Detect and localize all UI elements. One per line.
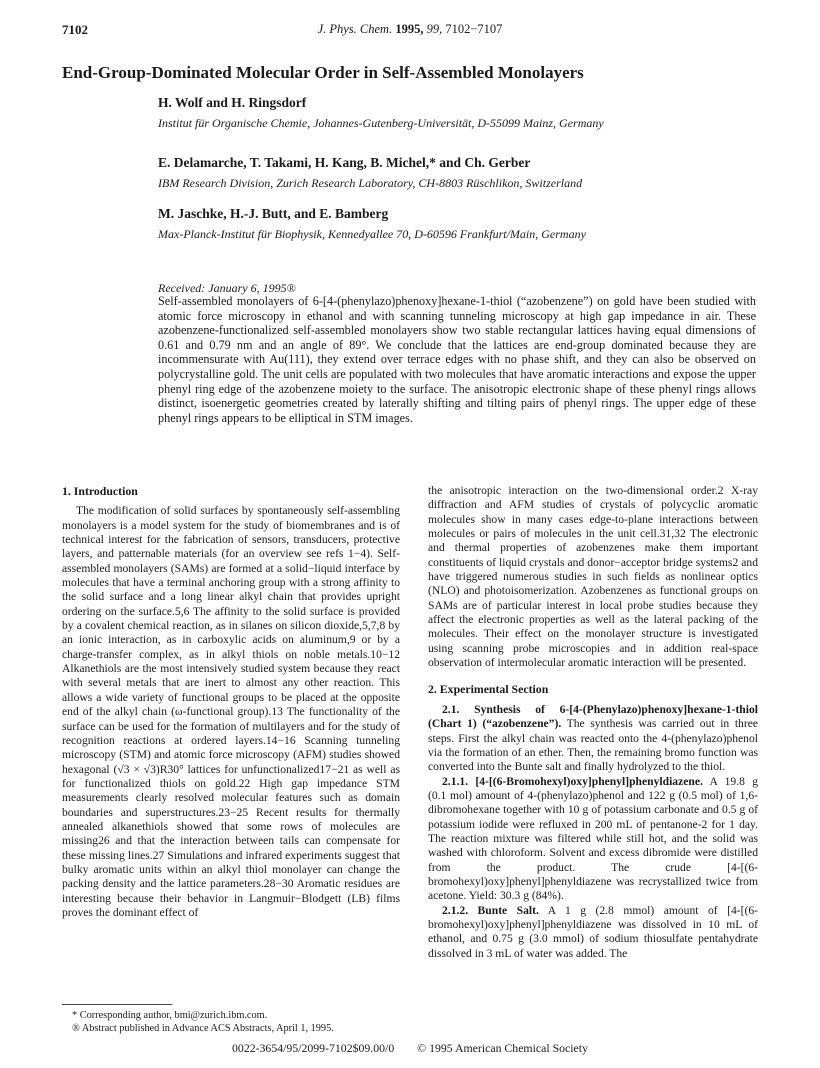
running-header: [0, 22, 820, 37]
footer-code: 0022-3654/95/2099-7102$09.00/0: [232, 1041, 395, 1055]
author-names: H. Wolf and H. Ringsdorf: [158, 95, 307, 110]
journal-pages: 7102−7107: [445, 22, 503, 36]
bunte-salt-paragraph: [428, 904, 758, 961]
author-affiliation: Institut für Organische Chemie, Johannes-Gutenberg-Universität, D-55099 Mainz, Germany: [158, 116, 604, 130]
footer-copyright: © 1995 American Chemical Society: [417, 1041, 588, 1055]
intro-continued: the anisotropic interaction on the two-dimensional order.2 X-ray diffraction and AFM studies of crystals of polycyclic aromatic molecules show in many cases edge-to-plane interactions between molecules or pairs of molecules in the unit cell.31,32 The electronic and thermal properties of azobenzenes make them important constituents of liquid crystals and donor−acceptor bridge systems2 and have triggered numerous studies in such fields as nonlinear optics (NLO) and photoisomerization. Azobenzenes as functional groups on SAMs are of particular interest in local probe studies because they affect the electronic properties as well as the lateral packing of the molecules. Their effect on the monolayer structure is investigated using scanning probe microscopies and in addition real-space observation of intermolecular aromatic interaction will be presented.: [428, 484, 758, 670]
received-date: Received: January 6, 1995®: [158, 281, 296, 295]
footnote-divider: [62, 1004, 172, 1005]
page-footer: [0, 1041, 820, 1056]
author-group-3: [158, 205, 758, 242]
abstract: Self-assembled monolayers of 6-[4-(phenylazo)phenoxy]hexane-1-thiol (“azobenzene”) on gold have been studied with atomic force microscopy in ethanol and with scanning tunneling microscopy at high gap impedance in air. These azobenzene-functionalized self-assembled monolayers show two stable rectangular lattices having equal dimensions of 0.61 and 0.79 nm and an angle of 89°. We conclude that the lattices are end-group dominated because they are incommensurate with Au(111), they extend over terrace edges with no phase shift, and they can also be observed on polycrystalline gold. The unit cells are populated with two molecules that have aromatic interactions and expose the upper phenyl ring edge of the azobenzene moiety to the surface. The anisotropic electronic shape of these phenyl rings allows distinct, isoenergetic geometries created by laterally shifting and tilting pairs of phenyl rings. The upper edge of these phenyl rings appears to be elliptical in STM images.: [158, 294, 756, 425]
journal-year: 1995,: [395, 22, 424, 36]
author-affiliation: IBM Research Division, Zurich Research Laboratory, CH-8803 Rüschlikon, Switzerland: [158, 176, 583, 190]
bromohexyl-paragraph: [428, 775, 758, 904]
author-group-1: [158, 94, 758, 131]
intro-paragraph: The modification of solid surfaces by spontaneously self-assembling monolayers is a model system for the study of biomembranes and is of technical interest for the fabrication of sensors, transducers, protective layers, and patternable materials (for an overview see refs 1−4). Self-assembled monolayers (SAMs) are formed at a solid−liquid interface by molecules that have a terminal anchoring group with a strong affinity to the solid surface and a long linear alkyl chain that provides upright ordering on the surface.5,6 The affinity to the solid surface is provided by a covalent chemical reaction, as in silanes on silicon dioxide,5,7,8 by an ionic interaction, as in carboxylic acids on aluminum,9 or by a charge-transfer complex, as in alkyl thiols on noble metals.10−12 Alkanethiols are the most intensively studied system because they react with several metals that are inert to almost any other reaction. This allows a wide variety of functional groups to be placed at the opposite end of the alkyl chain (ω-functional group).13 The functionality of the surface can be used for the formation of multilayers and for the study of recognition reactions at ordered layers.14−16 Scanning tunneling microscopy (STM) and atomic force microscopy (AFM) studies showed hexagonal (√3 × √3)R30° lattices for unfunctionalized17−21 as well as for functionalized thiols on gold.22 High gap impedance STM measurements clearly resolved molecular features such as domain boundaries and superstructures.23−25 Recent results for thermally annealed alkanethiols showed that some rows of molecules are missing26 and that the interaction between tails can compensate for these missing lines.27 Simulations and infrared experiments suggest that bulky aromatic units within an alkyl thiol monolayer can change the packing density and the lattice parameters.28−30 Aromatic residues are interesting because their behavior in Langmuir−Blodgett (LB) films proves the dominant effect of: [62, 504, 400, 919]
section-heading: 2. Experimental Section: [428, 682, 549, 697]
journal-abbrev: J. Phys. Chem.: [317, 22, 393, 36]
author-affiliation: Max-Planck-Institut für Biophysik, Kennedyallee 70, D-60596 Frankfurt/Main, Germany: [158, 227, 586, 241]
footnotes: [62, 1009, 402, 1035]
author-group-2: [158, 154, 758, 191]
right-column: [428, 484, 758, 961]
subsection-heading: 2.1. Synthesis of 6-[4-(Phenylazo)phenoxy]hexane-1-thiol (Chart 1) (“azobenzene”).: [428, 702, 758, 731]
footnote-corresponding: * Corresponding author, bmi@zurich.ibm.com.: [72, 1010, 268, 1021]
left-column: [62, 484, 400, 920]
paper-title: End-Group-Dominated Molecular Order in Self-Assembled Monolayers: [62, 63, 584, 82]
synthesis-paragraph: [428, 703, 758, 775]
section-heading: 1. Introduction: [62, 484, 138, 498]
footnote-abstract: ® Abstract published in Advance ACS Abstracts, April 1, 1995.: [72, 1023, 334, 1034]
page-number: 7102: [62, 22, 88, 37]
author-names: E. Delamarche, T. Takami, H. Kang, B. Michel,* and Ch. Gerber: [158, 155, 531, 170]
journal-volume: 99,: [426, 22, 443, 36]
subsection-heading: 2.1.2. Bunte Salt.: [442, 903, 539, 917]
author-names: M. Jaschke, H.-J. Butt, and E. Bamberg: [158, 206, 389, 221]
paragraph-text: The synthesis was carried out in three steps. First the alkyl chain was reacted onto the 4-(phenylazo)phenol via the formation of an ether. Then, the remaining bromo function was converted into the Bunte salt and finally hydrolyzed to the thiol.: [428, 717, 758, 774]
paragraph-text: A 1 g (2.8 mmol) amount of [4-[(6-bromohexyl)oxy]phenyl]phenyldiazene was dissolved in 10 mL of ethanol, and 0.75 g (3.0 mmol) of sodium thiosulfate pentahydrate dissolved in 3 mL of water was added. The: [428, 903, 758, 960]
paragraph-text: A 19.8 g (0.1 mol) amount of 4-(phenylazo)phenol and 122 g (0.5 mol) of 1,6-dibromohexane together with 10 g of potassium carbonate and 0.5 g of potassium iodide were refluxed in 200 mL of pentanone-2 for 1 day. The reaction mixture was filtered while still hot, and the solid was washed with chloroform. Solvent and excess dibromide were distilled from the product. The crude [4-[(6-bromohexyl)oxy]phenyl]phenyldiazene was recrystallized twice from acetone. Yield: 30.3 g (84%).: [428, 774, 759, 903]
subsection-heading: 2.1.1. [4-[(6-Bromohexyl)oxy]phenyl]phenyldiazene.: [442, 774, 703, 788]
